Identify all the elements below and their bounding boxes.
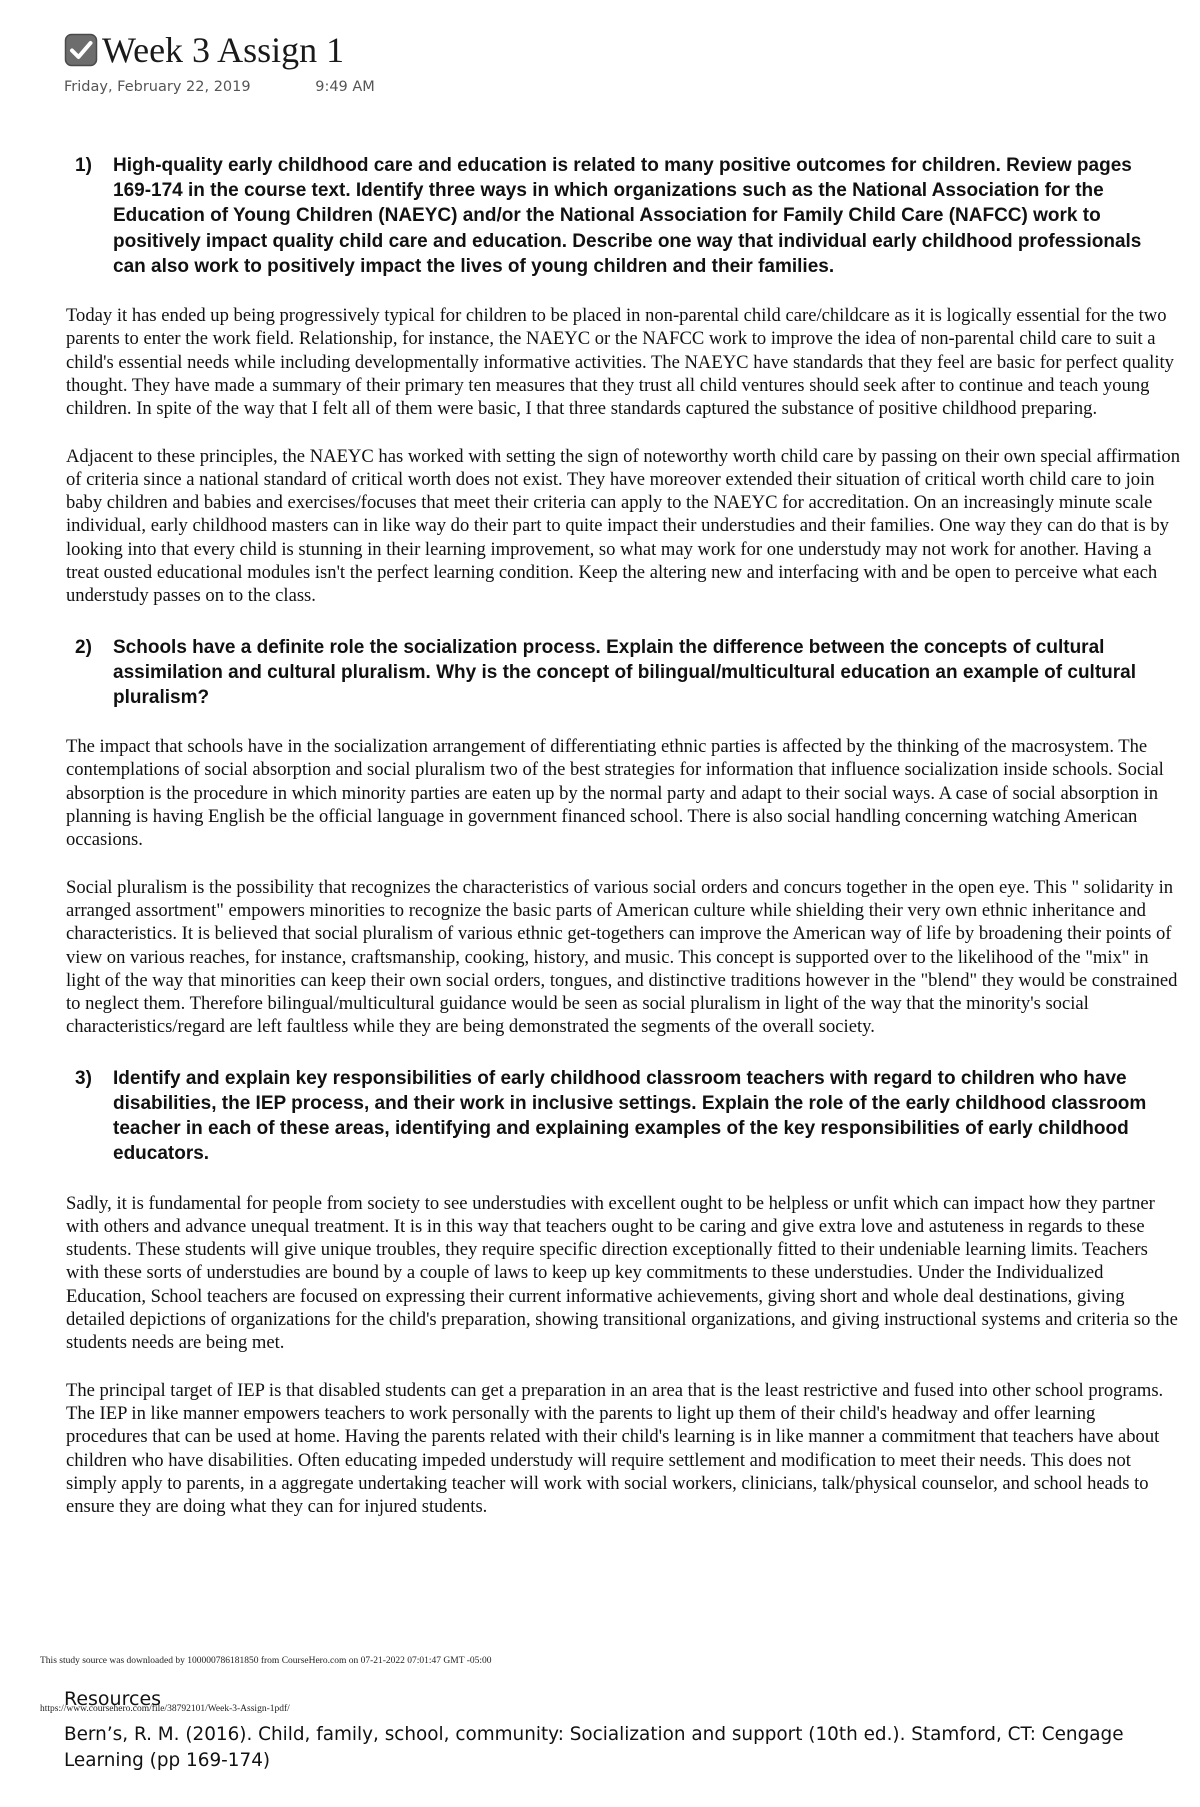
download-source-note: This study source was downloaded by 100000786181850 from CourseHero.com on 07-21-2022 07:01:47 GMT -05:00 [40, 1656, 492, 1666]
page-title: Week 3 Assign 1 [102, 30, 345, 70]
note-timestamp [64, 79, 375, 95]
question-number: 1) [75, 155, 92, 176]
question-number: 3) [75, 1067, 92, 1089]
question-1 [75, 153, 1165, 279]
note-date: Friday, February 22, 2019 [64, 79, 251, 95]
answer-paragraph: The principal target of IEP is that disabled students can get a preparation in an area that is the least restrictive and fused into other school programs. The IEP in like manner empowers teachers to work personally with the parents to light up them of their child's headway and offer learning procedures that can be used at home. Having the parents related with their child's learning is in like manner a commitment that teachers have about children who have disabilities. Often educating impeded understudy will require settlement and modification to meet their needs. This does not simply apply to parents, in a aggregate undertaking teacher will work with social workers, clinicians, talk/physical counselor, and school heads to ensure they are doing what they can for injured students. [66, 1379, 1164, 1518]
checkbox-checked-icon [64, 33, 98, 67]
document-body [66, 153, 1181, 1518]
question-2 [75, 635, 1165, 711]
question-text: Identify and explain key responsibilities of early childhood classroom teachers with regard to children who have disabilities, the IEP process, and their work in inclusive settings. Explain the role of the early childhood classroom teacher in each of these areas, identifying and explaining examples of the key responsibilities of early childhood educators. [113, 1067, 1147, 1165]
question-text: Schools have a definite role the socialization process. Explain the difference between the concepts of cultural assimilation and cultural pluralism. Why is the concept of bilingual/multicultural education an example of cultural pluralism? [113, 636, 1137, 708]
answer-paragraph: Adjacent to these principles, the NAEYC has worked with setting the sign of noteworthy worth child care by passing on their own special affirmation of criteria since a national standard of critical worth does not exist. They have moreover extended their situation of critical worth child care to join baby children and babies and exercises/focuses that meet their criteria can apply to the NAEYC for accreditation. On an increasingly minute scale individual, early childhood masters can in like way do their part to quite impact their understudies and their families. One way they can do that is by looking into that every child is stunning in their learning improvement, so what may work for one understudy may not work for another. Having a treat ousted educational modules isn't the perfect learning condition. Keep the altering new and interfacing with and be open to perceive what each understudy passes on to the class. [66, 445, 1180, 607]
question-text: High-quality early childhood care and education is related to many positive outcomes for children. Review pages 169-174 in the course text. Identify three ways in which organizations such as the National Association for the Education of Young Children (NAEYC) and/or the National Association for Family Child Care (NAFCC) work to positively impact quality child care and education. Describe one way that individual early childhood professionals can also work to positively impact the lives of young children and their families. [113, 155, 1142, 277]
answer-paragraph: Social pluralism is the possibility that recognizes the characteristics of various social orders and concurs together in the open eye. This " solidarity in arranged assortment" empowers minorities to recognize the basic parts of American culture while shielding their very own ethnic inheritance and characteristics. It is believed that social pluralism of various ethnic get-togethers can improve the American way of life by broadening their points of view on various reaches, for instance, craftsmanship, cooking, history, and music. This concept is supported over to the likelihood of the "mix" in light of the way that minorities can keep their own social orders, tongues, and distinctive traditions however in the "blend" they would be constrained to neglect them. Therefore bilingual/multicultural guidance would be seen as social pluralism in light of the way that the minority's social characteristics/regard are left faultless while they are being demonstrated the segments of the overall society. [66, 876, 1178, 1038]
question-number: 2) [75, 636, 92, 658]
resources-heading: Resources [64, 1688, 162, 1710]
note-time: 9:49 AM [315, 79, 375, 95]
answer-paragraph: Today it has ended up being progressively typical for children to be placed in non-parental child care/childcare as it is logically essential for the two parents to enter the work field. Relationship, for instance, the NAEYC or the NAFCC work to improve the idea of non-parental child care to suit a child's essential needs while including developmentally informative activities. The NAEYC have standards that they feel are basic for perfect quality thought. They have made a summary of their primary ten measures that they trust all child ventures should seek after to continue and teach young children. In spite of the way that I felt all of them were basic, I that three standards captured the substance of positive childhood preparing. [66, 305, 1174, 420]
answer-paragraph: The impact that schools have in the socialization arrangement of differentiating ethnic parties is affected by the thinking of the macrosystem. The contemplations of social absorption and social pluralism two of the best strategies for information that influence socialization inside schools. Social absorption is the procedure in which minority parties are eaten up by the normal party and adapt to their social ways. A case of social absorption in planning is having English be the official language in government financed school. There is also social handling concerning watching American occasions. [66, 736, 1164, 851]
source-url[interactable]: https://www.coursehero.com/file/38792101/Week-3-Assign-1pdf/ [40, 1704, 290, 1714]
resources-citation: Bern’s, R. M. (2016). Child, family, school, community: Socialization and support (10th ed.). Stamford, CT: Cengage Learning (pp 169-174) [64, 1724, 1124, 1771]
question-3 [75, 1066, 1165, 1167]
title-row [64, 26, 344, 74]
answer-paragraph: Sadly, it is fundamental for people from society to see understudies with excellent ought to be helpless or unfit which can impact how they partner with others and advance unequal treatment. It is in this way that teachers ought to be caring and give extra love and astuteness in regards to these students. These students will give unique troubles, they require specific direction exceptionally fitted to their undeniable learning limits. Teachers with these sorts of understudies are bound by a couple of laws to keep up key commitments to these understudies. Under the Individualized Education, School teachers are focused on expressing their current informative achievements, giving short and whole deal destinations, giving detailed depictions of organizations for the child's preparation, showing transitional organizations, and giving instructional systems and criteria so the students needs are being met. [66, 1192, 1178, 1354]
